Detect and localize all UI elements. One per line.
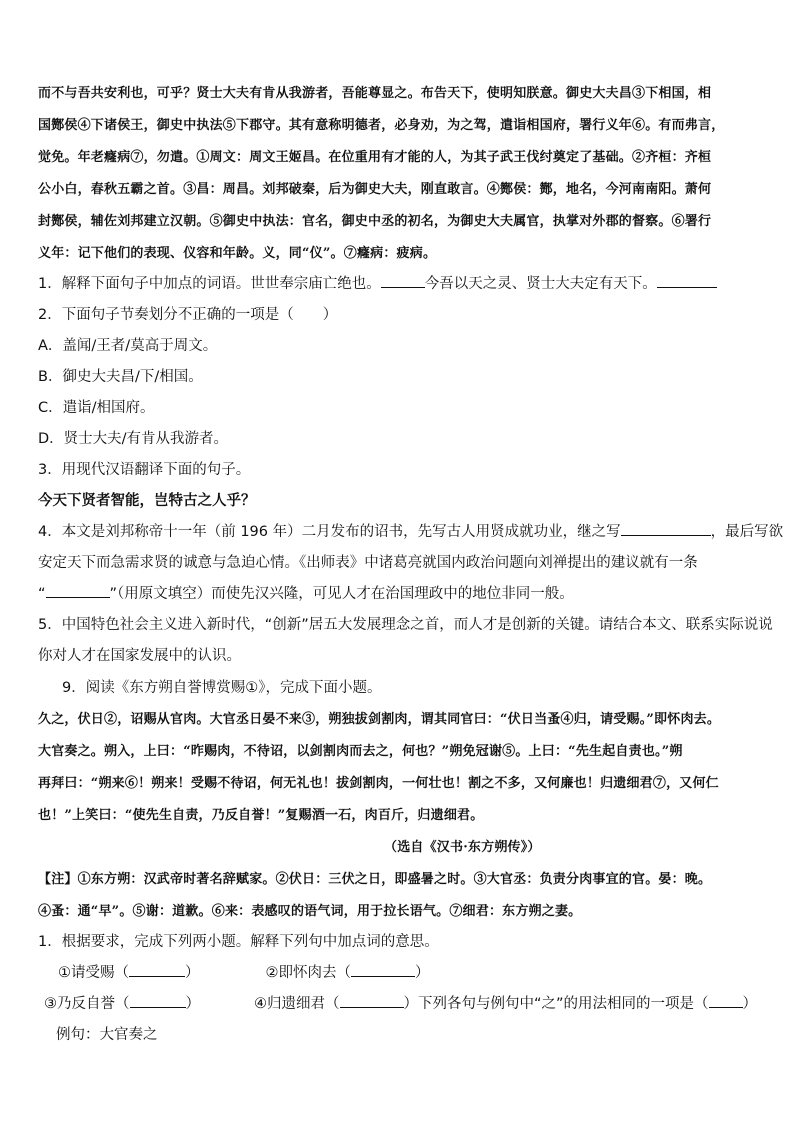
item-close: ） xyxy=(415,965,430,981)
item-close: ） xyxy=(742,996,758,1012)
item-row-2 xyxy=(44,992,774,1013)
question-5-line-1: 5．中国特色社会主义进入新时代，“创新”居五大发展理念之首，而人才是创新的关键。请结合本文、联系实际说说 xyxy=(38,617,773,633)
answer-blank[interactable] xyxy=(621,521,711,537)
item-close: ） xyxy=(185,996,200,1012)
question-4-text-c: ”（用原文填空）而使先汉兴隆，可见人才在治国理政中的地位非同一般。 xyxy=(109,586,574,602)
question-1-mid: 今吾以天之灵、贤士大夫定有天下。 xyxy=(424,276,657,292)
question-4-line-2: 安定天下而急需求贤的诚意与急迫心情。《出师表》中诸葛亮就国内政治问题向刘禅提出的建议就有一条 xyxy=(38,555,698,571)
answer-blank[interactable] xyxy=(709,993,743,1009)
passage-line: 公小白，春秋五霸之首。③昌：周昌。刘邦破秦，后为御史大夫，刚直敢言。④酂侯：酂，地名，今河南南阳。萧何 xyxy=(38,182,712,197)
question-4-text-a: 4．本文是刘邦称帝十一年（前 196 年）二月发布的诏书，先写古人用贤成就功业，继之写 xyxy=(38,524,621,540)
answer-blank[interactable] xyxy=(130,993,186,1009)
question-4-quote-open: “ xyxy=(38,586,46,602)
example-sentence: 例句：大官奏之 xyxy=(56,1027,158,1043)
passage-line: 国酂侯④下诸侯王，御史中执法⑤下郡守。其有意称明德者，必身劝，为之驾，遣诣相国府，署行义年⑥。有而弗言， xyxy=(38,118,725,133)
item-row-1 xyxy=(58,961,778,982)
question-4-text-b: ，最后写欲 xyxy=(710,524,784,540)
item-2: ②即怀肉去（ xyxy=(265,965,351,981)
answer-blank[interactable] xyxy=(340,993,404,1009)
passage-line: 而不与吾共安利也，可乎？贤士大夫有肯从我游者，吾能尊显之。布告天下，使明知朕意。御史大夫昌③下相国，相 xyxy=(38,86,712,101)
item-1: ①请受赐（ xyxy=(58,965,129,981)
option-d: D．贤士大夫/有肯从我游者。 xyxy=(38,431,229,447)
passage-line: 封酂侯，辅佐刘邦建立汉朝。⑤御史中执法：官名，御史中丞的初名，为御史大夫属官，执掌对外郡的督察。⑥署行 xyxy=(38,214,712,229)
question-3-sentence: 今天下贤者智能，岂特古之人乎？ xyxy=(38,493,256,509)
item-close: ） xyxy=(403,996,418,1012)
answer-blank[interactable] xyxy=(657,273,717,289)
section-9-heading: 9．阅读《东方朔自誉博赏赐①》，完成下面小题。 xyxy=(62,680,382,696)
section-9-passage-line: 大官奏之。朔入，上曰：“昨赐肉，不待诏，以剑割肉而去之，何也？”朔免冠谢⑤。上曰：“先生起自责也。”朔 xyxy=(38,744,683,759)
section-9-question-1: 1．根据要求，完成下列两小题。解释下列句中加点词的意思。 xyxy=(38,934,439,950)
option-b: B．御史大夫昌/下/相国。 xyxy=(38,369,203,385)
question-1-text: 1．解释下面句子中加点的词语。世世奉宗庙亡绝也。 xyxy=(38,276,381,292)
passage-source: （选自《汉书·东方朔传》） xyxy=(384,840,541,855)
option-a: A．盖闻/王者/莫高于周文。 xyxy=(38,338,218,354)
item-4: ④归遗细君（ xyxy=(254,996,340,1012)
passage-line: 觉免。年老癃病⑦，勿遣。①周文：周文王姬昌。在位重用有才能的人，为其子武王伐纣奠定了基础。②齐桓：齐桓 xyxy=(38,150,712,165)
question-3: 3．用现代汉语翻译下面的句子。 xyxy=(38,462,251,478)
answer-blank[interactable] xyxy=(129,962,185,978)
section-9-passage-line: 久之，伏日②，诏赐从官肉。大官丞日晏不来③，朔独拔剑割肉，谓其同官曰：“伏日当蚤④归，请受赐。”即怀肉去。 xyxy=(38,712,721,727)
passage-line: 义年：记下他们的表现、仪容和年龄。义，同“仪”。⑦癃病：疲病。 xyxy=(38,246,437,261)
question-5-line-2: 你对人才在国家发展中的认识。 xyxy=(38,648,241,664)
option-c: C．遣诣/相国府。 xyxy=(38,400,155,416)
question-1 xyxy=(38,272,758,293)
item-close: ） xyxy=(185,965,200,981)
section-9-passage-line: 再拜曰：“朔来⑥！朔来！受赐不待诏，何无礼也！拔剑割肉，一何壮也！割之不多，又何廉也！归遗细君⑦，又何仁 xyxy=(38,776,719,791)
passage-note: ④蚤：通“早”。⑤谢：道歉。⑥来：表感叹的语气词，用于拉长语气。⑦细君：东方朔之妻。 xyxy=(38,904,582,919)
item-3: ③乃反自誉（ xyxy=(44,996,130,1012)
passage-note: 【注】①东方朔：汉武帝时著名辞赋家。②伏日：三伏之日，即盛暑之时。③大官丞：负责分肉事宜的官。晏：晚。 xyxy=(38,872,712,887)
question-2: 2．下面句子节奏划分不正确的一项是（ ） xyxy=(38,307,338,323)
section-9-passage-line: 也！”上笑曰：“使先生自责，乃反自誉！”复赐酒一石，肉百斤，归遗细君。 xyxy=(38,808,484,823)
answer-blank[interactable] xyxy=(381,273,425,289)
question-4-line-3 xyxy=(38,582,758,603)
question-4-line-1 xyxy=(38,520,784,541)
answer-blank[interactable] xyxy=(46,583,110,599)
answer-blank[interactable] xyxy=(351,962,415,978)
question-2-text: 下列各句与例句中“之”的用法相同的一项是（ xyxy=(418,996,709,1012)
